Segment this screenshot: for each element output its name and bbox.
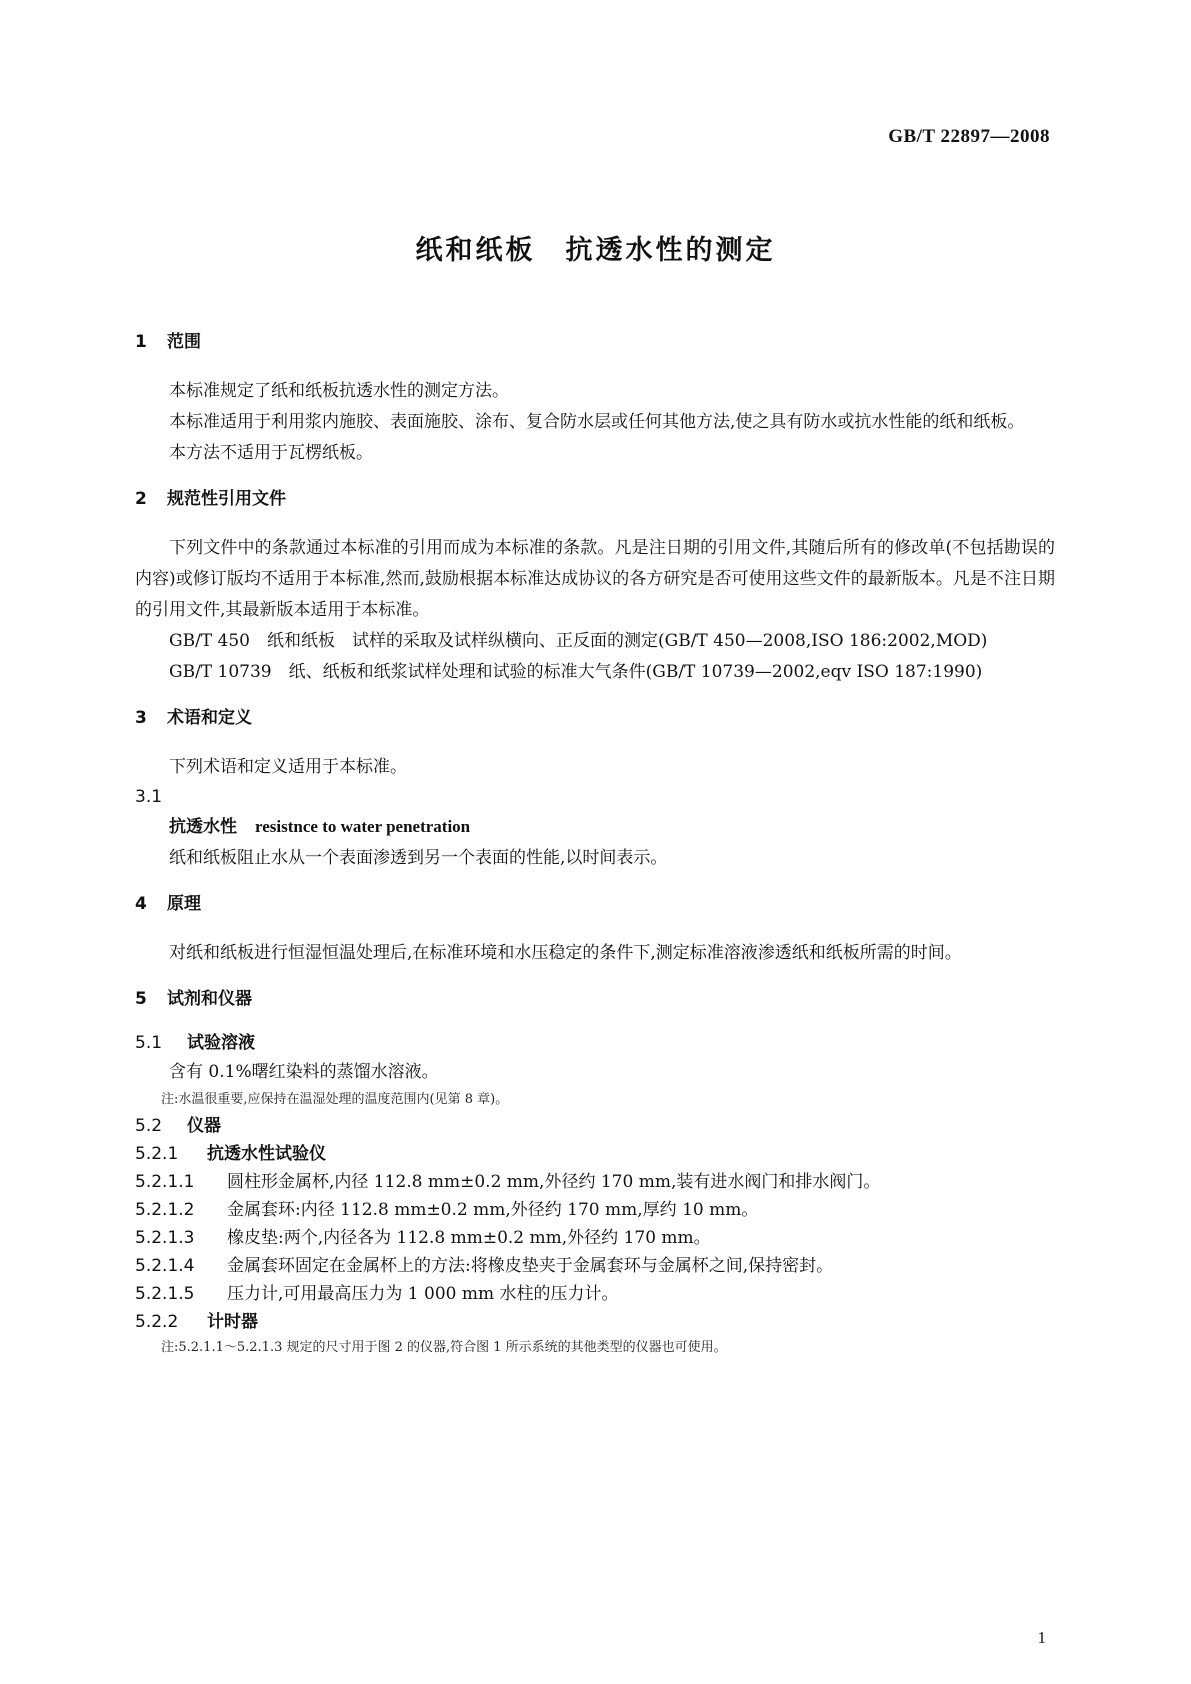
- note-5-2-2: 注:5.2.1.1～5.2.1.3 规定的尺寸用于图 2 的仪器,符合图 1 所示系统的其他类型的仪器也可使用。: [161, 1340, 727, 1355]
- subsection-5-2-2-heading: [135, 1308, 1055, 1336]
- clause-text: 金属套环固定在金属杯上的方法:将橡皮垫夹于金属套环与金属杯之间,保持密封。: [227, 1256, 834, 1276]
- section-number: 5: [135, 989, 147, 1009]
- section-2-paragraph-1: 下列文件中的条款通过本标准的引用而成为本标准的条款。凡是注日期的引用文件,其随后所有的修改单(不包括勘误的内容)或修订版均不适用于本标准,然而,鼓励根据本标准达成协议的各方研究是否可使用这些文件的最新版本。凡是不注日期的引用文件,其最新版本适用于本标准。: [135, 538, 1055, 620]
- section-1-heading: [135, 330, 1055, 354]
- subsection-number: 5.2.1: [135, 1144, 179, 1164]
- clause-number: 5.2.1.2: [135, 1200, 195, 1220]
- clause-text: 压力计,可用最高压力为 1 000 mm 水柱的压力计。: [227, 1284, 619, 1304]
- clause-5-2-1-5: [135, 1280, 1055, 1308]
- subsection-title: 试验溶液: [187, 1033, 255, 1053]
- clause-text: 金属套环:内径 112.8 mm±0.2 mm,外径约 170 mm,厚约 10 mm。: [227, 1200, 759, 1220]
- section-title: 原理: [167, 894, 201, 914]
- clause-5-2-1-3: [135, 1224, 1055, 1252]
- page-number: 1: [1037, 1628, 1046, 1647]
- clause-text: 橡皮垫:两个,内径各为 112.8 mm±0.2 mm,外径约 170 mm。: [227, 1228, 711, 1248]
- subsection-number: 5.2: [135, 1116, 163, 1136]
- section-title: 试剂和仪器: [167, 989, 252, 1009]
- clause-number: 5.2.1.3: [135, 1228, 195, 1248]
- reference-gbt-450: GB/T 450 纸和纸板 试样的采取及试样纵横向、正反面的测定(GB/T 450—2008,ISO 186:2002,MOD): [169, 631, 988, 651]
- section-title: 规范性引用文件: [167, 489, 286, 509]
- term-chinese: 抗透水性: [169, 817, 237, 837]
- section-title: 术语和定义: [167, 708, 252, 728]
- section-3-heading: [135, 706, 1055, 730]
- section-number: 4: [135, 894, 147, 914]
- section-5-heading: [135, 987, 1055, 1011]
- section-number: 2: [135, 489, 147, 509]
- term-english: resistnce to water penetration: [255, 817, 471, 836]
- note-5-1: 注:水温很重要,应保持在温湿处理的温度范围内(见第 8 章)。: [161, 1092, 509, 1107]
- document-body: [135, 330, 1055, 1360]
- subsection-title: 计时器: [207, 1312, 258, 1332]
- section-2-heading: [135, 487, 1055, 511]
- section-number: 1: [135, 332, 147, 352]
- subsection-title: 抗透水性试验仪: [207, 1144, 326, 1164]
- subsection-number: 5.2.2: [135, 1312, 179, 1332]
- subsection-5-1-paragraph: 含有 0.1%曙红染料的蒸馏水溶液。: [169, 1062, 439, 1082]
- section-1-paragraph-3: 本方法不适用于瓦楞纸板。: [169, 443, 373, 463]
- clause-5-2-1-4: [135, 1252, 1055, 1280]
- term-definition: 纸和纸板阻止水从一个表面渗透到另一个表面的性能,以时间表示。: [169, 848, 668, 868]
- section-4-paragraph: 对纸和纸板进行恒湿恒温处理后,在标准环境和水压稳定的条件下,测定标准溶液渗透纸和纸板所需的时间。: [169, 943, 962, 963]
- subsection-5-1-heading: [135, 1029, 1055, 1057]
- document-title: 纸和纸板 抗透水性的测定: [415, 235, 776, 266]
- section-1-paragraph-1: 本标准规定了纸和纸板抗透水性的测定方法。: [169, 381, 509, 401]
- section-title: 范围: [167, 332, 201, 352]
- subsection-5-2-1-heading: [135, 1140, 1055, 1168]
- clause-number: 5.2.1.5: [135, 1284, 195, 1304]
- subsection-5-2-heading: [135, 1112, 1055, 1140]
- section-1-paragraph-2: 本标准适用于利用浆内施胶、表面施胶、涂布、复合防水层或任何其他方法,使之具有防水或抗水性能的纸和纸板。: [169, 412, 1025, 432]
- clause-number: 5.2.1.1: [135, 1172, 195, 1192]
- clause-5-2-1-2: [135, 1196, 1055, 1224]
- section-number: 3: [135, 708, 147, 728]
- section-3-intro: 下列术语和定义适用于本标准。: [169, 757, 407, 777]
- clause-5-2-1-1: [135, 1168, 1055, 1196]
- reference-gbt-10739: GB/T 10739 纸、纸板和纸浆试样处理和试验的标准大气条件(GB/T 10739—2002,eqv ISO 187:1990): [169, 662, 983, 682]
- subsection-number: 5.1: [135, 1033, 163, 1053]
- clause-3-1-number: 3.1: [135, 787, 163, 807]
- subsection-title: 仪器: [187, 1116, 221, 1136]
- clause-number: 5.2.1.4: [135, 1256, 195, 1276]
- clause-text: 圆柱形金属杯,内径 112.8 mm±0.2 mm,外径约 170 mm,装有进水阀门和排水阀门。: [227, 1172, 881, 1192]
- term-entry: [135, 811, 1055, 843]
- section-4-heading: [135, 892, 1055, 916]
- standard-code: GB/T 22897—2008: [888, 126, 1050, 147]
